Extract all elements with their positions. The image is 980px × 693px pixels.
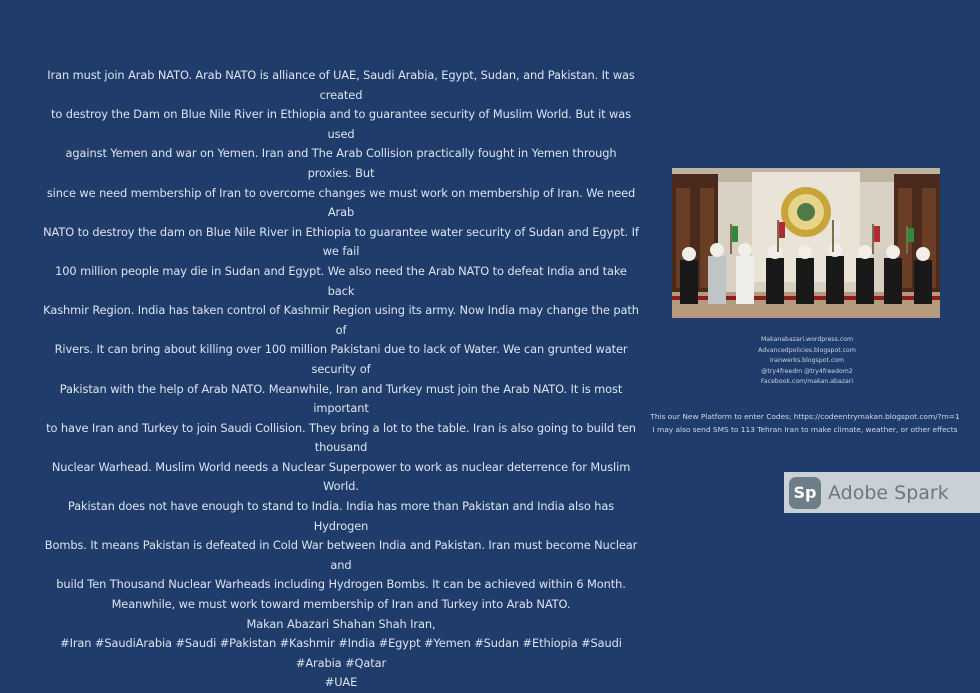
link-advancedpolicies[interactable]: Advancedpolicies.blogspot.com	[758, 346, 856, 354]
article-line: against Yemen and war on Yemen. Iran and The Arab Collision practically fought in Yemen through proxies. But	[65, 146, 617, 180]
article-line: Rivers. It can bring about killing over 100 million Pakistani due to lack of Water. We can grunted water security of	[54, 342, 628, 376]
hashtags-line: #UAE	[324, 675, 358, 690]
adobe-spark-badge[interactable]	[784, 472, 980, 513]
link-iranwerks[interactable]: Iranwerks.blogspot.com	[769, 357, 845, 365]
article-line: to have Iran and Turkey to join Saudi Collision. They bring a lot to the table. Iran is also going to build ten thousand	[46, 420, 636, 455]
article-text	[42, 66, 640, 693]
article-line: Pakistan does not have enough to stand to India. India has more than Pakistan and India also has Hydrogen	[67, 499, 615, 533]
signature-line: Makan Abazari Shahan Shah Iran,	[246, 616, 436, 631]
article-line: Pakistan with the help of Arab NATO. Meanwhile, Iran and Turkey must join the Arab NATO. It is most important	[59, 381, 623, 416]
article-line: Meanwhile, we must work toward membership of Iran and Turkey into Arab NATO.	[111, 597, 571, 612]
link-wordpress[interactable]: Makanabazari.wordpress.com	[760, 336, 854, 343]
hashtags-line: #Iran #SaudiArabia #Saudi #Pakistan #Kashmir #India #Egypt #Yemen #Sudan #Ethiopia #Saudi #Arabia #Qatar	[60, 636, 622, 670]
article-line: to destroy the Dam on Blue Nile River in Ethiopia and to guarantee security of Muslim World. But it was used	[51, 107, 631, 141]
group-photo	[672, 168, 940, 318]
spark-logo-icon: Sp	[789, 477, 821, 509]
twitter-handles[interactable]: @try4freedm @try4freedom2	[761, 367, 853, 375]
platform-notice	[640, 410, 970, 436]
link-facebook[interactable]: Facebook.com/makan.abazari	[760, 378, 854, 386]
article-line: Nuclear Warhead. Muslim World needs a Nuclear Superpower to work as nuclear deterrence for Muslim World.	[51, 459, 631, 494]
badge-label: Adobe Spark	[828, 481, 949, 504]
sms-line: I may also send SMS to 113 Tehran Iran to make climate, weather, or other effects	[652, 425, 958, 434]
article-line: NATO to destroy the dam on Blue Nile River in Ethiopia to guarantee water security of Sudan and Egypt. If we fail	[43, 224, 639, 259]
article-line: Iran must join Arab NATO. Arab NATO is alliance of UAE, Saudi Arabia, Egypt, Sudan, and Pakistan. It was created	[47, 68, 635, 102]
article-line: 100 million people may die in Sudan and Egypt. We also need the Arab NATO to defeat India and take back	[55, 263, 627, 298]
social-links	[712, 335, 902, 388]
article-line: build Ten Thousand Nuclear Warheads including Hydrogen Bombs. It can be achieved within 6 Month.	[56, 577, 626, 592]
article-line: Bombs. It means Pakistan is defeated in Cold War between India and Pakistan. Iran must become Nuclear and	[44, 538, 638, 572]
article-line: since we need membership of Iran to overcome changes we must work on membership of Iran. We need Arab	[46, 185, 636, 220]
platform-line: This our New Platform to enter Codes; https://codeentrymakan.blogspot.com/?m=1	[650, 412, 960, 421]
article-line: Kashmir Region. India has taken control of Kashmir Region using its army. Now India may change the path of	[43, 303, 639, 337]
